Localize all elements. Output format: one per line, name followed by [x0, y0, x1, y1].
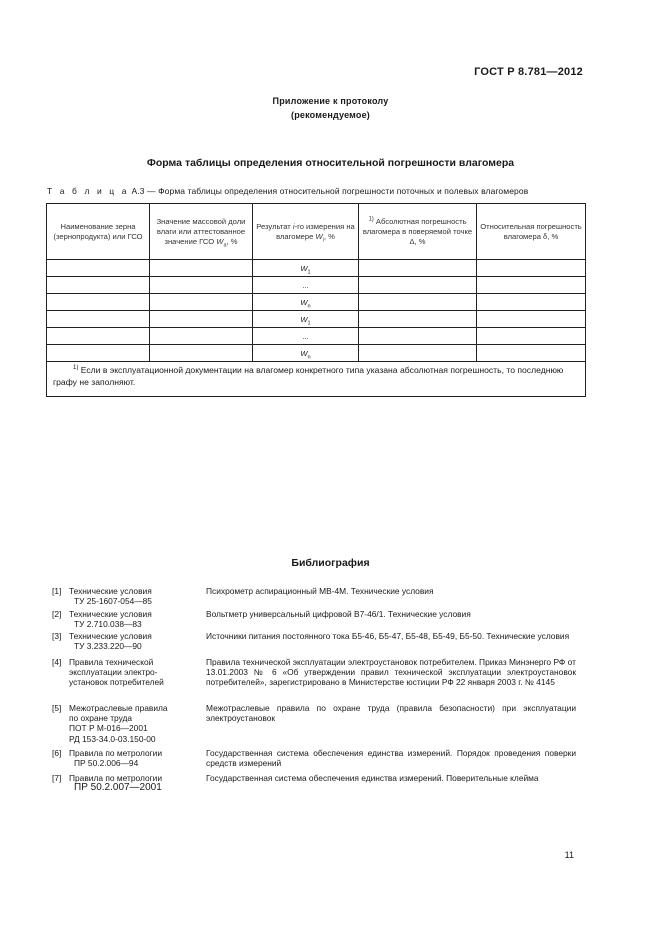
table-row: [47, 311, 586, 328]
table-caption: [47, 186, 528, 196]
table-cell: [359, 277, 477, 294]
table-cell: [47, 311, 150, 328]
table-cell: [47, 328, 150, 345]
table-cell: [359, 345, 477, 362]
table-cell: [150, 328, 253, 345]
table-cell: [359, 294, 477, 311]
table-cell: [477, 345, 586, 362]
table-cell: [150, 260, 253, 277]
appendix-label: Приложение к протоколу: [272, 96, 389, 106]
header-absolute-error: $^{1)}$ Абсолютная погрешность влагомера в поверяемой точке Δ, %: [359, 204, 477, 260]
table-cell-result: ...: [253, 328, 359, 345]
table-cell: [477, 277, 586, 294]
table-cell: [47, 260, 150, 277]
table-caption-label: Т а б л и ц а: [47, 186, 130, 196]
table-cell: [47, 294, 150, 311]
table-cell: [359, 260, 477, 277]
table-footnote: $^{1)}$ Если в эксплуатационной документации на влагомер конкретного типа указана абсолютная погрешность, то последнюю графу не заполняют.: [47, 362, 586, 397]
table-row: [47, 328, 586, 345]
header-relative-error: Относительная погрешность влагомера δ, %: [477, 204, 586, 260]
table-cell: [47, 345, 150, 362]
table-caption-number: А.3: [131, 186, 145, 196]
table-cell: [150, 345, 253, 362]
table-cell: [359, 328, 477, 345]
table-cell: [359, 311, 477, 328]
table-cell: [477, 294, 586, 311]
table-cell: [477, 260, 586, 277]
page-number: 11: [564, 850, 574, 860]
appendix-status: (рекомендуемое): [291, 110, 370, 120]
table-row: [47, 260, 586, 277]
table-cell-result: $W_n$: [253, 294, 359, 311]
header-moisture-value: Значение массовой доли влаги или аттестованное значение ГСО $W_a$, %: [150, 204, 253, 260]
table-cell-result: $W_1$: [253, 311, 359, 328]
table-cell-result: $W_1$: [253, 260, 359, 277]
table-cell: [477, 328, 586, 345]
table-cell: [477, 311, 586, 328]
table-footnote-row: [47, 362, 586, 397]
standard-designation: ГОСТ Р 8.781—2012: [474, 66, 583, 78]
form-title: Форма таблицы определения относительной погрешности влагомера: [146, 157, 515, 169]
error-table: [46, 203, 586, 397]
table-cell: [150, 294, 253, 311]
table-cell: [150, 311, 253, 328]
table-row: [47, 345, 586, 362]
table-row: [47, 294, 586, 311]
bibliography-title: Библиография: [291, 557, 370, 569]
header-grain-name: Наименование зерна (зернопродукта) или ГСО: [47, 204, 150, 260]
header-measurement-result: Результат i-го измерения на влагомере $W_i$, %: [253, 204, 359, 260]
table-cell: [47, 277, 150, 294]
table-cell-result: $W_n$: [253, 345, 359, 362]
table-cell-result: ...: [253, 277, 359, 294]
table-header-row: [47, 204, 586, 260]
table-row: [47, 277, 586, 294]
table-caption-text: — Форма таблицы определения относительной погрешности поточных и полевых влагомеров: [144, 186, 529, 196]
table-cell: [150, 277, 253, 294]
